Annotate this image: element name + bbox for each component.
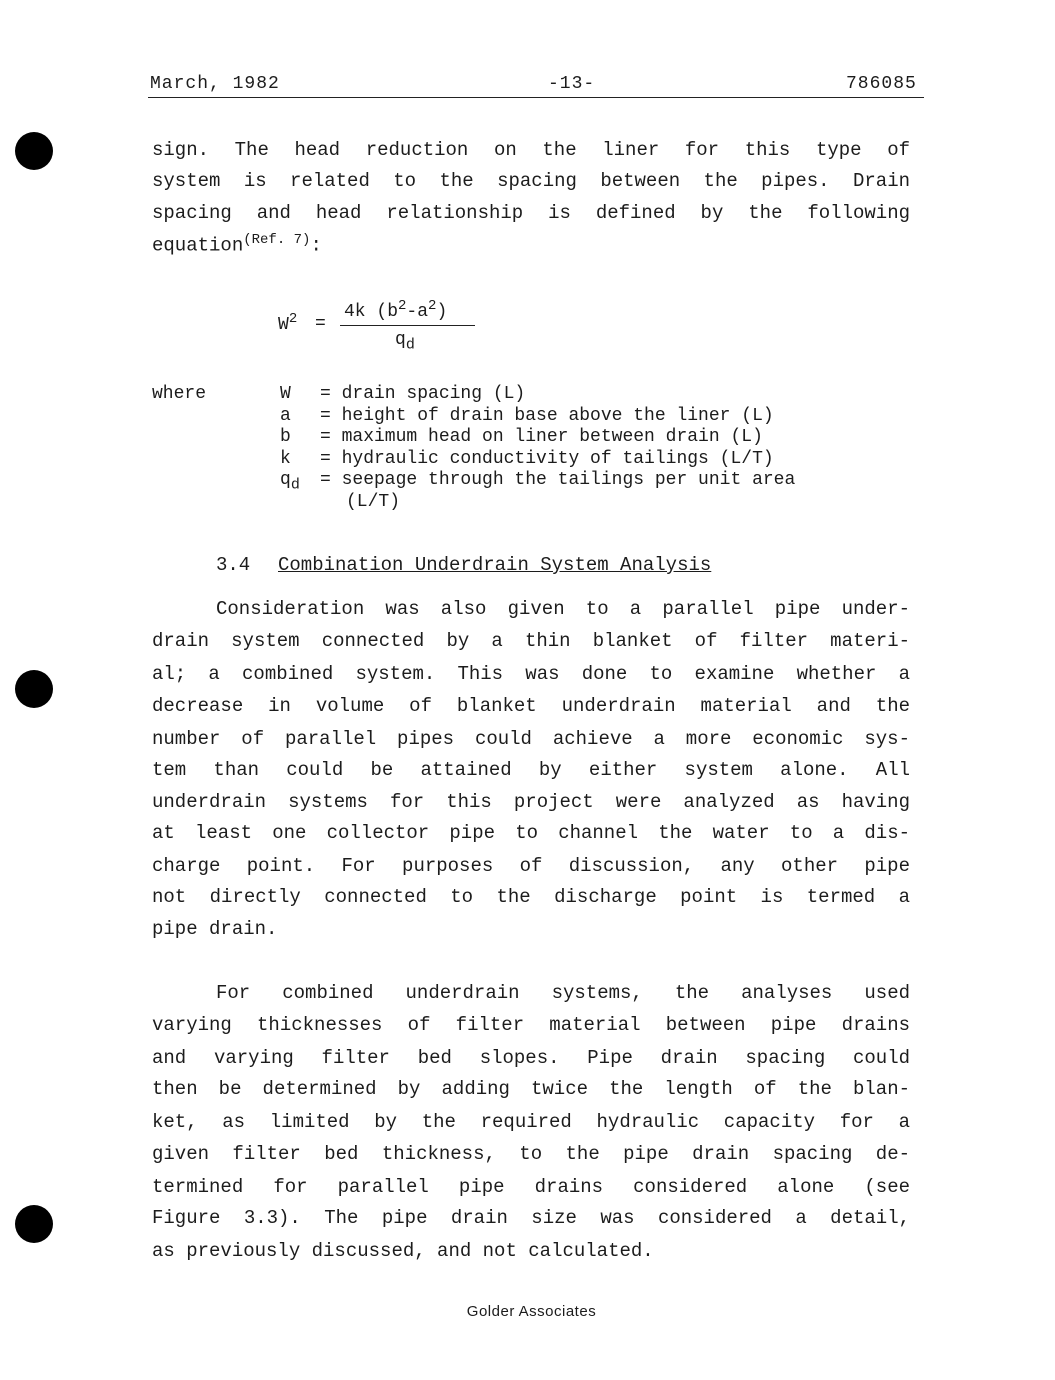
definition-symbol: W: [280, 384, 291, 404]
paragraph-line: For combined underdrain systems, the analyses used: [216, 982, 910, 1004]
definition-symbol: k: [280, 449, 291, 469]
definition-text: = maximum head on liner between drain (L): [320, 427, 763, 447]
numerator-part: ): [436, 302, 448, 322]
definition-symbol: [280, 470, 300, 494]
paragraph-line: al; a combined system. This was done to examine whether a: [152, 663, 910, 685]
equation-equals: =: [315, 314, 326, 334]
numerator-exponent: 2: [428, 298, 437, 314]
paragraph-line: Figure 3.3). The pipe drain size was considered a detail,: [152, 1207, 910, 1229]
paragraph-line: charge point. For purposes of discussion, any other pipe: [152, 855, 910, 877]
equation-lead-text: equation: [152, 234, 244, 257]
paragraph-line: at least one collector pipe to channel the water to a dis-: [152, 822, 910, 844]
definition-text: = hydraulic conductivity of tailings (L/T): [320, 449, 774, 469]
paragraph-line: varying thicknesses of filter material between pipe drains: [152, 1014, 910, 1036]
paragraph-line: sign. The head reduction on the liner for this type of: [152, 139, 910, 161]
paragraph-line: given filter bed thickness, to the pipe drain spacing de-: [152, 1143, 910, 1165]
definition-continuation: (L/T): [346, 492, 401, 512]
definition-symbol: a: [280, 406, 291, 426]
definition-text: = height of drain base above the liner (L): [320, 406, 774, 426]
header-date: March, 1982: [150, 74, 280, 94]
paragraph-line: not directly connected to the discharge point is termed a: [152, 886, 910, 908]
equation-numerator: [344, 298, 447, 322]
paragraph-line: drain system connected by a thin blanket of filter materi-: [152, 630, 910, 652]
paragraph-line: termined for parallel pipe drains considered alone (see: [152, 1176, 910, 1198]
header-doc-number: 786085: [846, 74, 917, 94]
colon: :: [310, 234, 322, 257]
equation-lhs-var: W: [278, 315, 289, 335]
numerator-part: -a: [406, 302, 429, 322]
definition-text: = seepage through the tailings per unit area: [320, 470, 796, 490]
denominator-subscript: d: [405, 336, 415, 354]
paragraph-line: system is related to the spacing between the pipes. Drain: [152, 170, 910, 192]
where-label: where: [152, 384, 207, 404]
paragraph-line-last: pipe drain.: [152, 918, 278, 940]
header-page-number: -13-: [548, 74, 596, 94]
paragraph-line: number of parallel pipes could achieve a more economic sys-: [152, 728, 910, 750]
header-rule: [148, 97, 924, 98]
symbol-q: q: [280, 470, 291, 490]
equation-lhs-exponent: 2: [288, 311, 298, 327]
definition-symbol: b: [280, 427, 291, 447]
section-title: Combination Underdrain System Analysis: [278, 554, 712, 576]
reference-citation: (Ref. 7): [243, 232, 311, 248]
numerator-exponent: 2: [398, 298, 407, 314]
paragraph-line: Consideration was also given to a parallel pipe under-: [216, 598, 910, 620]
punch-hole-bottom: [15, 1205, 53, 1243]
definition-text: = drain spacing (L): [320, 384, 526, 404]
paragraph-line: tem than could be attained by either system alone. All: [152, 759, 910, 781]
numerator-part: 4k (b: [344, 302, 399, 322]
denominator-var: q: [395, 330, 406, 350]
equation-lhs: [278, 311, 297, 335]
fraction-bar: [340, 325, 475, 326]
paragraph-line: and varying filter bed slopes. Pipe drain spacing could: [152, 1047, 910, 1069]
paragraph-line-last: as previously discussed, and not calculated.: [152, 1240, 654, 1262]
paragraph-line: underdrain systems for this project were analyzed as having: [152, 791, 910, 813]
paragraph-line: spacing and head relationship is defined by the following: [152, 202, 910, 224]
paragraph-line: then be determined by adding twice the length of the blan-: [152, 1078, 910, 1100]
paragraph-line: decrease in volume of blanket underdrain material and the: [152, 695, 910, 717]
section-number: 3.4: [216, 554, 251, 576]
paragraph-line-last: [152, 232, 322, 256]
equation-denominator: [395, 330, 415, 354]
footer-company: Golder Associates: [466, 1303, 597, 1320]
punch-hole-top: [15, 132, 53, 170]
punch-hole-middle: [15, 670, 53, 708]
symbol-subscript: d: [290, 476, 300, 494]
paragraph-line: ket, as limited by the required hydraulic capacity for a: [152, 1111, 910, 1133]
